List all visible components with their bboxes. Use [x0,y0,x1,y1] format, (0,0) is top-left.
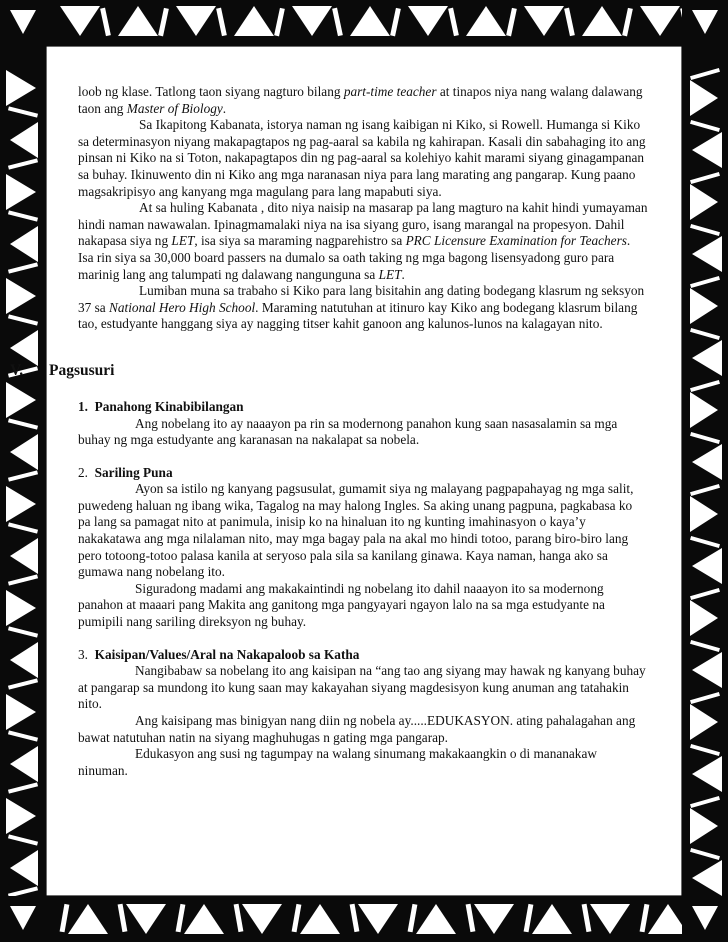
italic-term: part-time teacher [343,84,437,99]
subsection-paragraph: Ang kaisipang mas binigyan nang diin ng nobela ay.....EDUKASYON. ating pahalagahan ang bawat natutuhan natin na siyang maghuhugas n gating mga pangarap. [78,713,636,745]
subsection-3 [78,647,648,780]
subsection-paragraph: Siguradong madami ang makakaintindi ng nobelang ito dahil naaayon ito sa modernong panahon at maaari pang Makita ang ganitong mga pangyayari ngayon lalo na sa mga estudyante na pumipili nang sariling direksyon ng buhay. [78,580,605,630]
italic-term: PRC Licensure Examination for Teachers [405,233,627,249]
italic-term: LET [171,233,195,249]
text-run: . Isa rin siya sa 30,000 board passers na dumalo sa oath taking ng mga bagong lisensyadong guro para marinig lang ang talumpati ng dalawang nangunguna sa [78,233,631,282]
italic-term: National Hero High School [109,299,256,315]
subsection-paragraph: Ayon sa istilo ng kanyang pagsusulat, gumamit siya ng malayang pagpapahayag ng mga salit, puwedeng haluan ng ibang wika, Tagalog na may halong Ingles. Sa aking unang pagpuna, pagkabasa ko pa lang sa pamagat nito at panimula, inisip ko na hinaluan ito ng kunting imahinasyon o kaya’y nakakatawa ang mga nilalaman nito, may mga bagay pala na akal mo hindi totoo, parang biro-biro lang pero totoong-totoo palasa kanila at seryoso pala sila sa kanilang ginawa. Kaya naman, hanga ako sa gumawa nang nobelang ito. [78,481,634,580]
text-run: Lumiban muna sa trabaho si Kiko para lang bisitahin ang dating bodegang klasrum ng seksyon 37 sa [78,283,645,315]
italic-term: LET [378,266,402,282]
subsection-paragraph: Ang nobelang ito ay naaayon pa rin sa modernong panahon kung saan nasasalamin sa mga buhay ng mga estudyante ang karanasan na nakalapat sa nobela. [78,415,618,448]
document-body [10,84,648,779]
intro-paragraph [78,117,648,200]
text-run: . Maraming natutuhan at itinuro kay Kiko ang bodegang klasrum bilang tao, estudyante hanggang siya ay nagging titser kahit ganoon ang kalunos-lunos na kalagayan nito. [78,299,638,332]
subsection-heading: 1. Panahong Kinabibilangan [78,398,244,414]
text-run: . [222,100,227,116]
section-title: Pagsusuri [49,361,115,379]
section-heading [10,363,648,383]
text-run: , isa siya sa maraming nagparehistro sa [194,233,406,249]
subsection-heading: 3. Kaisipan/Values/Aral na Nakapaloob sa Katha [78,646,360,662]
subsection-paragraph: Edukasyon ang susi ng tagumpay na walang sinumang makakaangkin o di mananakaw ninuman. [78,746,597,778]
subsection-2 [78,465,648,631]
subsection-heading: 2. Sariling Puna [78,464,173,480]
text-run: loob ng klase. Tatlong taon siyang nagturo bilang [78,84,344,99]
section-number: V. [10,361,24,379]
subsection-1 [78,399,648,449]
subsection-paragraph: Nangibabaw sa nobelang ito ang kaisipan na “ang tao ang siyang may hawak ng kanyang buhay at pangarap sa mundong ito kung saan may kakayahan siyang magdesisyon kung anuman ang tatahakin nito. [78,663,646,712]
intro-paragraph [78,84,648,117]
intro-paragraph [78,200,648,283]
intro-paragraphs [78,84,648,333]
italic-term: Master of Biology [126,100,223,116]
text-run: Sa Ikapitong Kabanata, istorya naman ng isang kaibigan ni Kiko, si Rowell. Humanga si Kiko sa determinasyon niyang makapagtapos ng pag-aaral sa kabila ng kahirapan. Kasali din sabahaging ito ang pinsan ni Kiko na si Toton, nakapagtapos din ng pag-aaral sa kolehiyo kahit marami siyang ginagampanan sa buhay. Ikinuwento din ni Kiko ang mga naranasan niya para lang marating ang pangarap. Kung paano magsakripisyo ang kanyang mga magulang para lang mapabuti siya. [78,117,646,199]
text-run: at tinapos niya nang walang dalawang taon ang [78,84,643,116]
text-run: At sa huling Kabanata , dito niya naisip na masarap pa lang magturo na kahit hindi yumayaman hindi naman nawawalan. Ipinagmamalaki niya na isa siyang guro, isang marangal na propesyon. Dahil nakapasa siya ng [78,200,648,249]
intro-paragraph [78,283,648,333]
text-run: . [401,266,405,282]
